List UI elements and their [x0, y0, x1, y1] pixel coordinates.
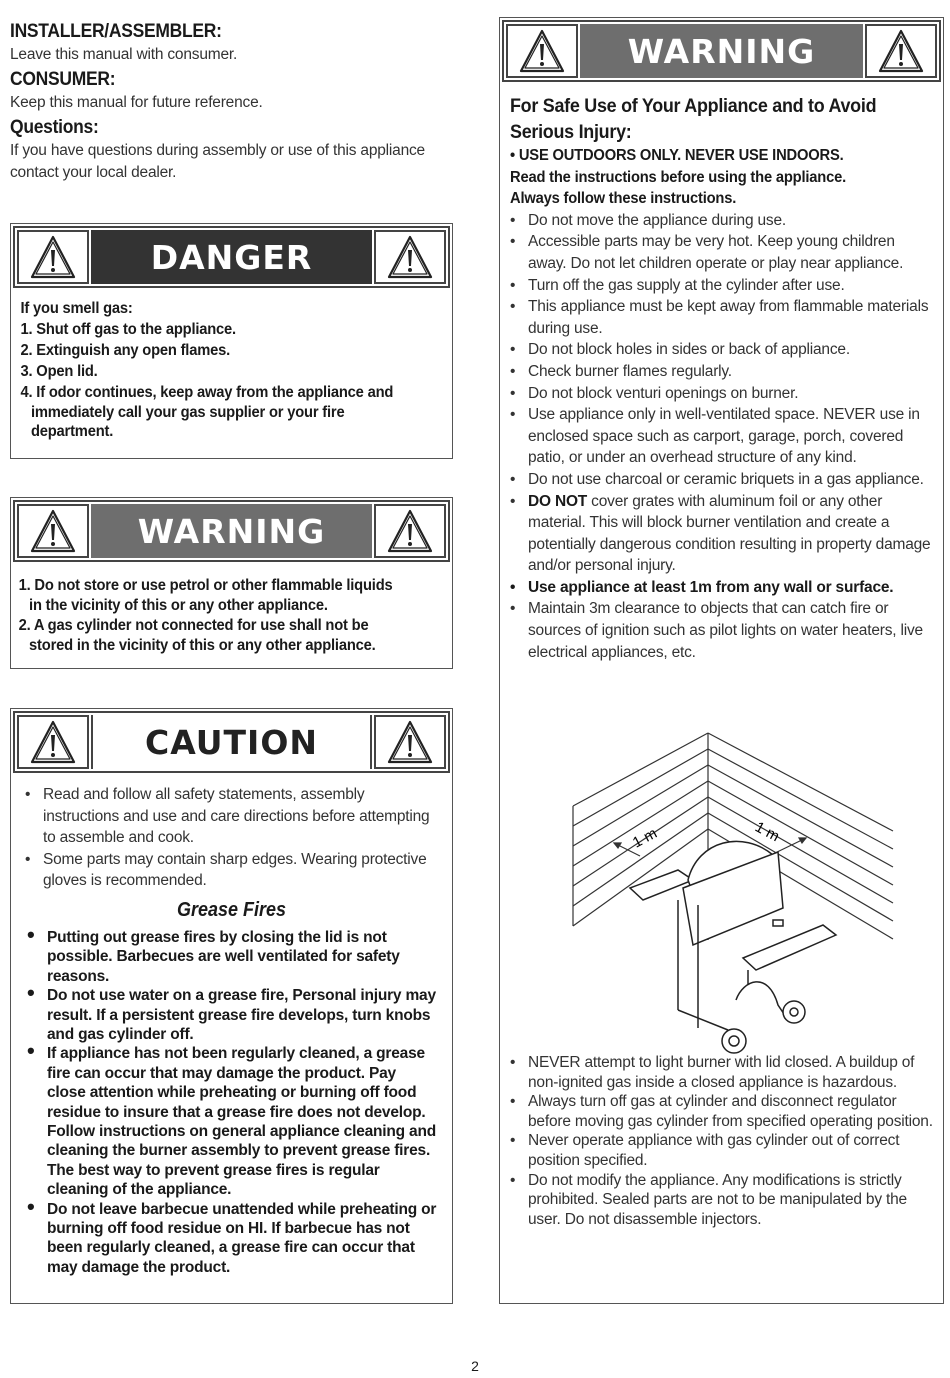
do-not-text: cover grates with aluminum foil or any other material. This will block burner ventilation and create a potentially dangerous condition resulting in property damage and/or personal injury. — [528, 492, 931, 575]
list-item: • Do not leave barbecue unattended while preheating or burning off food residue on HI. If barbecue has not been regularly cleaned, a grease fire can occur that may damage the product. — [27, 1200, 438, 1278]
list-item: • Do not use charcoal or ceramic briquets in a gas appliance. — [510, 469, 935, 491]
list-item: • Do not move the appliance during use. — [510, 210, 935, 232]
list-item: • Maintain 3m clearance to objects that can catch fire or sources of ignition such as pilot lights on water heaters, live electrical appliances, etc. — [510, 598, 935, 663]
safe-use-bold-lines — [510, 145, 914, 210]
list-item: • Putting out grease fires by closing the lid is not possible. Barbecues are well ventilated for safety reasons. — [27, 928, 438, 986]
safe-use-bullets — [510, 210, 935, 663]
danger-header — [13, 226, 450, 288]
danger-line: 3. Open lid. — [20, 363, 98, 380]
list-item: • Do not modify the appliance. Any modifications is strictly prohibited. Sealed parts are not to be manipulated by the user. Do not disassemble injectors. — [510, 1171, 938, 1230]
questions-heading: Questions: — [10, 117, 99, 138]
danger-line: department. — [30, 423, 114, 440]
warning-triangle-icon — [17, 504, 89, 558]
list-item: • Do not block holes in sides or back of appliance. — [510, 339, 935, 361]
warning-right-body — [500, 84, 943, 663]
caution-header — [13, 711, 450, 773]
list-item: • Use appliance at least 1m from any wall or surface. — [510, 577, 935, 599]
consumer-text: Keep this manual for future reference. — [10, 94, 263, 111]
warning-right-header — [502, 20, 941, 82]
questions-text-2: contact your local dealer. — [10, 164, 177, 181]
warning-left-header — [13, 500, 450, 562]
list-item: • Read and follow all safety statements, assembly instructions and use and care directions before attempting to assemble and cook. — [25, 784, 438, 849]
warning-triangle-icon — [865, 24, 937, 78]
list-item: • Never operate appliance with gas cylinder out of correct position specified. — [510, 1131, 938, 1170]
warning-left-line: in the vicinity of this or any other appliance. — [29, 597, 328, 614]
warning-triangle-icon — [17, 230, 89, 284]
intro-section — [10, 20, 455, 184]
list-item — [510, 491, 935, 577]
caution-bullets — [11, 775, 452, 892]
questions-text-1: If you have questions during assembly or use of this appliance — [10, 142, 425, 159]
safe-use-subtitle-2: Serious Injury: — [510, 121, 632, 143]
list-item: • Always turn off gas at cylinder and disconnect regulator before moving gas cylinder from specified operating position. — [510, 1092, 938, 1131]
list-item: • Some parts may contain sharp edges. Wearing protective gloves is recommended. — [25, 849, 438, 892]
danger-instructions — [11, 290, 430, 441]
warning-left-instructions — [11, 564, 430, 656]
list-item: • Turn off the gas supply at the cylinder after use. — [510, 275, 935, 297]
danger-title: DANGER — [91, 230, 372, 284]
danger-line: 1. Shut off gas to the appliance. — [20, 321, 236, 338]
list-item: • Check burner flames regularly. — [510, 361, 935, 383]
grease-fire-bullets — [11, 928, 452, 1277]
warning-right-title: WARNING — [580, 24, 863, 78]
danger-line: immediately call your gas supplier or your fire — [30, 404, 345, 421]
list-item: • Use appliance only in well-ventilated space. NEVER use in enclosed space such as carport, garage, porch, covered patio, or under an overhead structure of any kind. — [510, 404, 935, 469]
list-item: • If appliance has not been regularly cleaned, a grease fire can occur that may damage the product. Pay close attention while preheating or burning off food residue to insure that a grease fire does not develop. Follow instructions on general appliance cleaning and cleaning the burner assembly to prevent grease fires. The best way to prevent grease fires is regular cleaning of the appliance. — [27, 1044, 438, 1199]
list-item: • Accessible parts may be very hot. Keep young children away. Do not let children operate or play near appliance. — [510, 231, 935, 274]
installer-heading: INSTALLER/ASSEMBLER: — [10, 21, 222, 42]
list-item: • Do not block venturi openings on burner. — [510, 383, 935, 405]
installer-text: Leave this manual with consumer. — [10, 46, 238, 63]
list-item: • This appliance must be kept away from flammable materials during use. — [510, 296, 935, 339]
danger-line: 2. Extinguish any open flames. — [20, 342, 231, 359]
diagram-label-left: 1 m — [629, 824, 660, 852]
warning-triangle-icon — [374, 715, 446, 769]
bold-line: • USE OUTDOORS ONLY. NEVER USE INDOORS. — [510, 147, 844, 164]
bold-line: Always follow these instructions. — [510, 190, 737, 208]
page-number: 2 — [471, 1358, 479, 1374]
danger-line: If you smell gas: — [20, 300, 133, 317]
consumer-heading: CONSUMER: — [10, 69, 116, 90]
do-not-strong: DO NOT — [528, 492, 588, 510]
danger-box — [10, 223, 453, 459]
warning-left-title: WARNING — [91, 504, 372, 558]
warning-triangle-icon — [506, 24, 578, 78]
bold-line: Read the instructions before using the appliance. — [510, 168, 846, 186]
bottom-bullets — [510, 1053, 938, 1229]
caution-title: CAUTION — [91, 715, 372, 769]
warning-box-left — [10, 497, 453, 669]
warning-left-line: 2. A gas cylinder not connected for use shall not be — [18, 617, 369, 634]
diagram-label-right: 1 m — [752, 818, 783, 846]
warning-triangle-icon — [374, 504, 446, 558]
grease-fires-heading: Grease Fires — [176, 898, 287, 921]
list-item: • NEVER attempt to light burner with lid closed. A buildup of non-ignited gas inside a closed appliance is hazardous. — [510, 1053, 938, 1092]
warning-triangle-icon — [374, 230, 446, 284]
grill-clearance-diagram — [568, 730, 898, 1060]
caution-box — [10, 708, 453, 1304]
danger-line: 4. If odor continues, keep away from the appliance and — [20, 384, 394, 401]
safe-use-subtitle-1: For Safe Use of Your Appliance and to Avoid — [510, 95, 877, 117]
warning-left-line: 1. Do not store or use petrol or other flammable liquids — [18, 577, 393, 594]
warning-box-right — [499, 17, 944, 1304]
list-item: • Do not use water on a grease fire, Personal injury may result. If a persistent grease fire develops, turn knobs and gas cylinder off. — [27, 986, 438, 1044]
warning-left-line: stored in the vicinity of this or any other appliance. — [29, 637, 376, 654]
warning-triangle-icon — [17, 715, 89, 769]
